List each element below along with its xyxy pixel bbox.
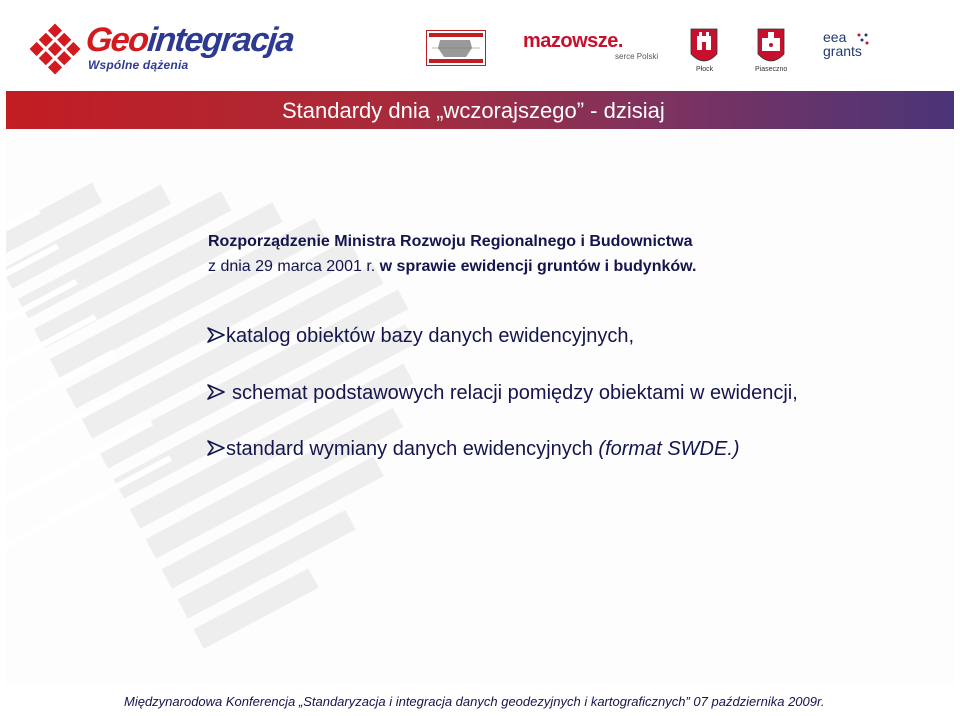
- bullet-text: standard wymiany danych ewidencyjnych: [226, 438, 599, 460]
- mazowsze-logo: [523, 30, 663, 64]
- diamond-grid-icon: [28, 22, 82, 76]
- plock-crest-icon: [690, 28, 718, 68]
- bullet-item: [206, 382, 798, 405]
- bullet-item: [206, 325, 634, 348]
- regulation-date: z dnia 29 marca 2001 r.: [208, 258, 380, 275]
- slide-content: [6, 129, 954, 686]
- mazowsze-wordmark: mazowsze.: [523, 30, 623, 52]
- grants-word: grants: [823, 43, 862, 59]
- bullet-text: katalog obiektów bazy danych ewidencyjnych,: [226, 325, 635, 347]
- slide-title-bar: [6, 91, 954, 129]
- bullet-text: schemat podstawowych relacji pomiędzy obiektami w ewidencji,: [232, 382, 798, 404]
- piaseczno-label: Piaseczno: [755, 66, 788, 73]
- logo-word-geo: Geo: [84, 21, 150, 59]
- slide-footer: [0, 686, 960, 716]
- regulation-heading: Rozporządzenie Ministra Rozwoju Regionalnego i Budownictwa: [208, 233, 693, 250]
- arrow-bullet-icon: [206, 440, 226, 456]
- geointegracja-logo: [28, 20, 318, 78]
- ministry-logo-icon: [426, 30, 486, 66]
- eea-grants-logo: [823, 28, 873, 68]
- eea-stars-icon: [856, 32, 870, 46]
- footer-text: Międzynarodowa Konferencja „Standaryzacja i integracja danych geodezyjnych i kartograficznych” 07 października 2009r.: [124, 694, 825, 709]
- slide-title: Standardy dnia „wczorajszego” - dzisiaj: [282, 98, 665, 123]
- regulation-subject: w sprawie ewidencji gruntów i budynków.: [379, 258, 697, 275]
- bullet-item: [206, 438, 740, 461]
- piaseczno-crest-icon: [757, 28, 785, 68]
- bullet-text-italic: (format SWDE.): [598, 438, 740, 460]
- mazowsze-subtitle: serce Polski: [615, 52, 659, 61]
- header: [0, 0, 960, 90]
- logo-wordmark: [84, 22, 295, 58]
- eea-word: eea: [823, 29, 847, 45]
- arrow-bullet-icon: [206, 384, 226, 400]
- logo-word-integracja: integracja: [145, 21, 296, 59]
- arrow-bullet-icon: [206, 327, 226, 343]
- plock-label: Płock: [696, 66, 714, 73]
- decorative-background-pattern: [6, 129, 954, 686]
- regulation-subline: [208, 258, 696, 276]
- logo-tagline: Wspólne dążenia: [88, 58, 189, 72]
